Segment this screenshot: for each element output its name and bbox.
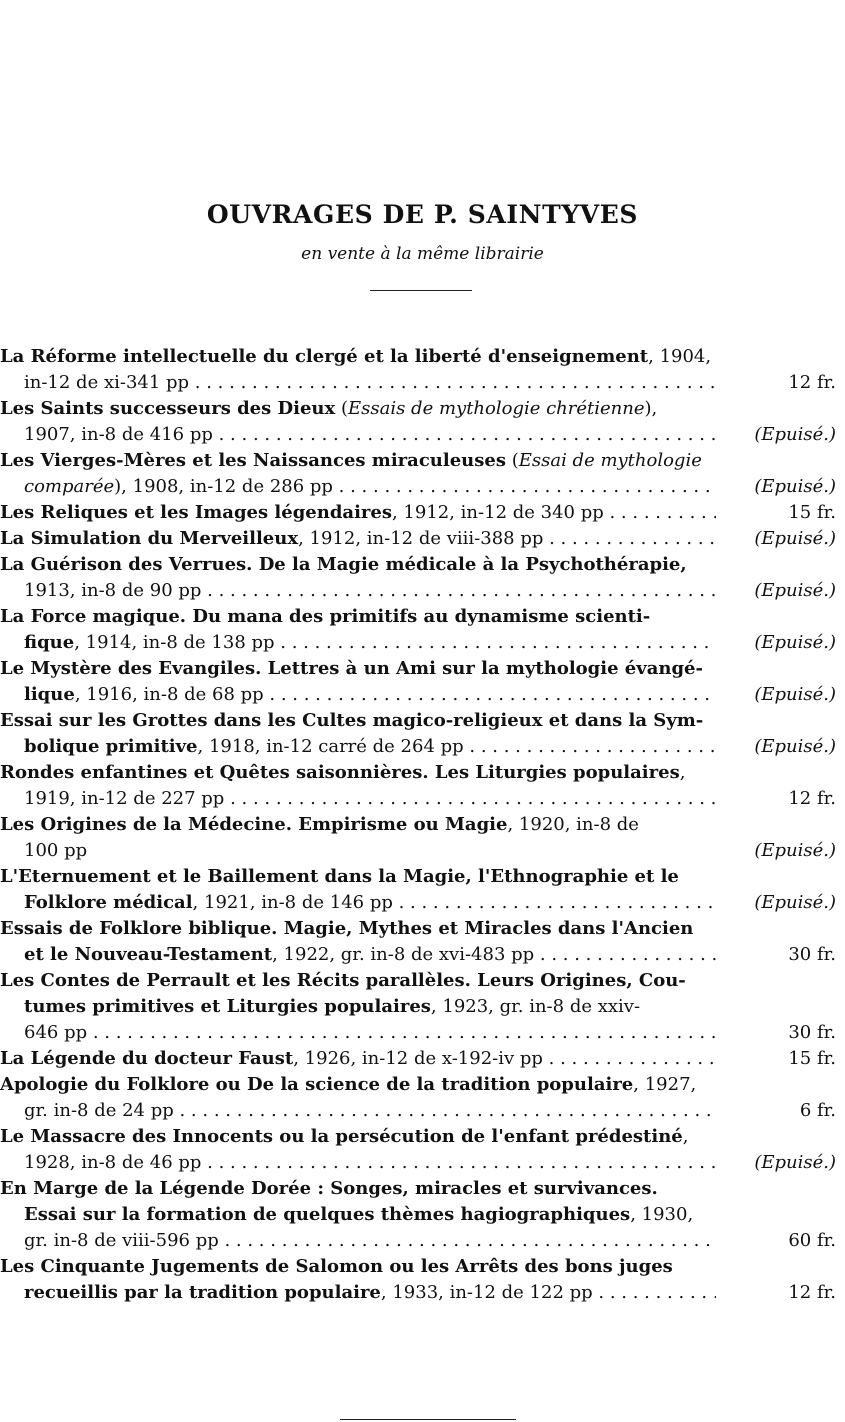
price: (Epuisé.) bbox=[754, 840, 836, 861]
work-title: Les Vierges-Mères et les Naissances miraculeuses bbox=[0, 450, 506, 471]
price: (Epuisé.) bbox=[754, 476, 836, 497]
list-item: Le Massacre des Innocents ou la persécution de l'enfant prédestiné, 1928, in-8 de 46 pp . . . (Epuisé.) bbox=[0, 1124, 845, 1176]
list-item: Apologie du Folklore ou De la science de la tradition populaire, 1927, gr. in-8 de 24 pp . . . 6 fr. bbox=[0, 1072, 845, 1124]
work-title: La Simulation du Merveilleux bbox=[0, 528, 299, 549]
work-title: Les Reliques et les Images légendaires bbox=[0, 502, 392, 523]
list-item: Rondes enfantines et Quêtes saisonnières. Les Liturgies populaires, 1919, in-12 de 227 pp . . . 12 fr. bbox=[0, 760, 845, 812]
work-title: Apologie du Folklore ou De la science de la tradition populaire bbox=[0, 1074, 634, 1095]
works-list bbox=[0, 344, 845, 1306]
work-details: 646 pp bbox=[24, 1022, 88, 1043]
work-title-cont: bolique primitive bbox=[24, 736, 198, 757]
work-details: , 1933, in-12 de 122 pp bbox=[380, 1282, 593, 1303]
price: 12 fr. bbox=[788, 372, 836, 393]
price: 15 fr. bbox=[788, 502, 836, 523]
work-title: L'Eternuement et le Baillement dans la Magie, l'Ethnographie et le bbox=[0, 866, 679, 887]
work-title: La Légende du docteur Faust bbox=[0, 1048, 294, 1069]
work-details: gr. in-8 de viii-596 pp bbox=[24, 1230, 219, 1251]
work-title: Les Cinquante Jugements de Salomon ou les Arrêts des bons juges bbox=[0, 1256, 673, 1277]
price: 30 fr. bbox=[788, 944, 836, 965]
work-details: ), 1908, in-12 de 286 pp bbox=[114, 476, 333, 497]
price: 12 fr. bbox=[788, 788, 836, 809]
work-details: , 1921, in-8 de 146 pp bbox=[192, 892, 393, 913]
price: (Epuisé.) bbox=[754, 632, 836, 653]
work-details: , 1918, in-12 carré de 264 pp bbox=[197, 736, 464, 757]
list-item bbox=[0, 604, 845, 656]
list-item bbox=[0, 500, 845, 526]
work-details: , 1912, in-12 de viii-388 pp bbox=[298, 528, 544, 549]
price: 6 fr. bbox=[799, 1100, 836, 1121]
list-item bbox=[0, 1046, 845, 1072]
bottom-divider bbox=[340, 1419, 516, 1420]
work-details: 1919, in-12 de 227 pp bbox=[24, 788, 225, 809]
price: 12 fr. bbox=[788, 1282, 836, 1303]
work-title-cont: tumes primitives et Liturgies populaires bbox=[24, 996, 431, 1017]
work-details: , 1914, in-8 de 138 pp bbox=[74, 632, 275, 653]
list-item bbox=[0, 1176, 845, 1254]
list-item bbox=[0, 552, 845, 604]
work-title-cont: Essai sur la formation de quelques thèmes hagiographiques bbox=[24, 1204, 631, 1225]
list-item bbox=[0, 526, 845, 552]
work-title-cont: lique bbox=[24, 684, 75, 705]
work-title: En Marge de la Légende Dorée : Songes, miracles et survivances. bbox=[0, 1178, 658, 1199]
work-title: Les Contes de Perrault et les Récits parallèles. Leurs Origines, Cou- bbox=[0, 970, 686, 991]
work-details: gr. in-8 de 24 pp bbox=[24, 1100, 174, 1121]
work-details: , 1930, bbox=[630, 1204, 694, 1225]
work-details: 1907, in-8 de 416 pp bbox=[24, 424, 213, 445]
work-details: 1913, in-8 de 90 pp bbox=[24, 580, 202, 601]
price: (Epuisé.) bbox=[754, 580, 836, 601]
work-title: Essais de Folklore biblique. Magie, Mythes et Miracles dans l'Ancien bbox=[0, 918, 694, 939]
work-details: 100 pp bbox=[24, 840, 88, 861]
work-title-cont: et le Nouveau-Testament bbox=[24, 944, 273, 965]
price: (Epuisé.) bbox=[754, 736, 836, 757]
price: (Epuisé.) bbox=[754, 684, 836, 705]
list-item bbox=[0, 864, 845, 916]
list-item bbox=[0, 812, 845, 864]
work-title: Le Massacre des Innocents ou la persécution de l'enfant prédestiné bbox=[0, 1126, 683, 1147]
price: 30 fr. bbox=[788, 1022, 836, 1043]
list-item bbox=[0, 656, 845, 708]
price: 60 fr. bbox=[788, 1230, 836, 1251]
list-item bbox=[0, 344, 845, 396]
work-title: Rondes enfantines et Quêtes saisonnières. Les Liturgies populaires bbox=[0, 762, 680, 783]
work-subtitle: Essais de mythologie chrétienne bbox=[348, 398, 645, 419]
work-details: , 1916, in-8 de 68 pp bbox=[74, 684, 264, 705]
work-title: La Guérison des Verrues. De la Magie médicale à la Psychothérapie, bbox=[0, 554, 687, 575]
page-title: OUVRAGES DE P. SAINTYVES bbox=[206, 200, 639, 229]
price: 15 fr. bbox=[788, 1048, 836, 1069]
work-details: 1928, in-8 de 46 pp bbox=[24, 1152, 202, 1173]
work-title-cont: Folklore médical bbox=[24, 892, 193, 913]
price: (Epuisé.) bbox=[754, 424, 836, 445]
work-details: , 1922, gr. in-8 de xvi-483 pp bbox=[272, 944, 535, 965]
work-subtitle: Essai de mythologie bbox=[518, 450, 702, 471]
list-item: Les Saints successeurs des Dieux (Essais de mythologie chrétienne), 1907, in-8 de 416 pp . . . (Epuisé.) bbox=[0, 396, 845, 448]
work-title: La Force magique. Du mana des primitifs au dynamisme scienti- bbox=[0, 606, 651, 627]
price: (Epuisé.) bbox=[754, 892, 836, 913]
work-title-cont: recueillis par la tradition populaire bbox=[24, 1282, 381, 1303]
work-title: Les Saints successeurs des Dieux bbox=[0, 398, 336, 419]
work-title: Le Mystère des Evangiles. Lettres à un Ami sur la mythologie évangé- bbox=[0, 658, 703, 679]
work-details: , 1926, in-12 de x-192-iv pp bbox=[293, 1048, 543, 1069]
work-title: Les Origines de la Médecine. Empirisme ou Magie bbox=[0, 814, 508, 835]
page-subtitle: en vente à la même librairie bbox=[301, 244, 544, 264]
list-item: Les Vierges-Mères et les Naissances miraculeuses (Essai de mythologie comparée), 1908, in-12 de 286 pp . . . (Epuisé.) bbox=[0, 448, 845, 500]
work-details: , 1920, in-8 de bbox=[507, 814, 639, 835]
list-item bbox=[0, 968, 845, 1046]
work-details: , 1904, bbox=[648, 346, 712, 367]
work-details: in-12 de xi-341 pp bbox=[24, 372, 190, 393]
work-details: , 1923, gr. in-8 de xxiv- bbox=[430, 996, 641, 1017]
list-item bbox=[0, 1254, 845, 1306]
price: (Epuisé.) bbox=[754, 528, 836, 549]
work-subtitle: comparée bbox=[24, 476, 115, 497]
work-title-cont: fique bbox=[24, 632, 75, 653]
work-title: Essai sur les Grottes dans les Cultes magico-religieux et dans la Sym- bbox=[0, 710, 704, 731]
list-item bbox=[0, 916, 845, 968]
price: (Epuisé.) bbox=[754, 1152, 836, 1173]
top-divider bbox=[370, 290, 472, 291]
work-title: La Réforme intellectuelle du clergé et la liberté d'enseignement bbox=[0, 346, 649, 367]
list-item bbox=[0, 708, 845, 760]
work-details: , 1912, in-12 de 340 pp bbox=[391, 502, 604, 523]
